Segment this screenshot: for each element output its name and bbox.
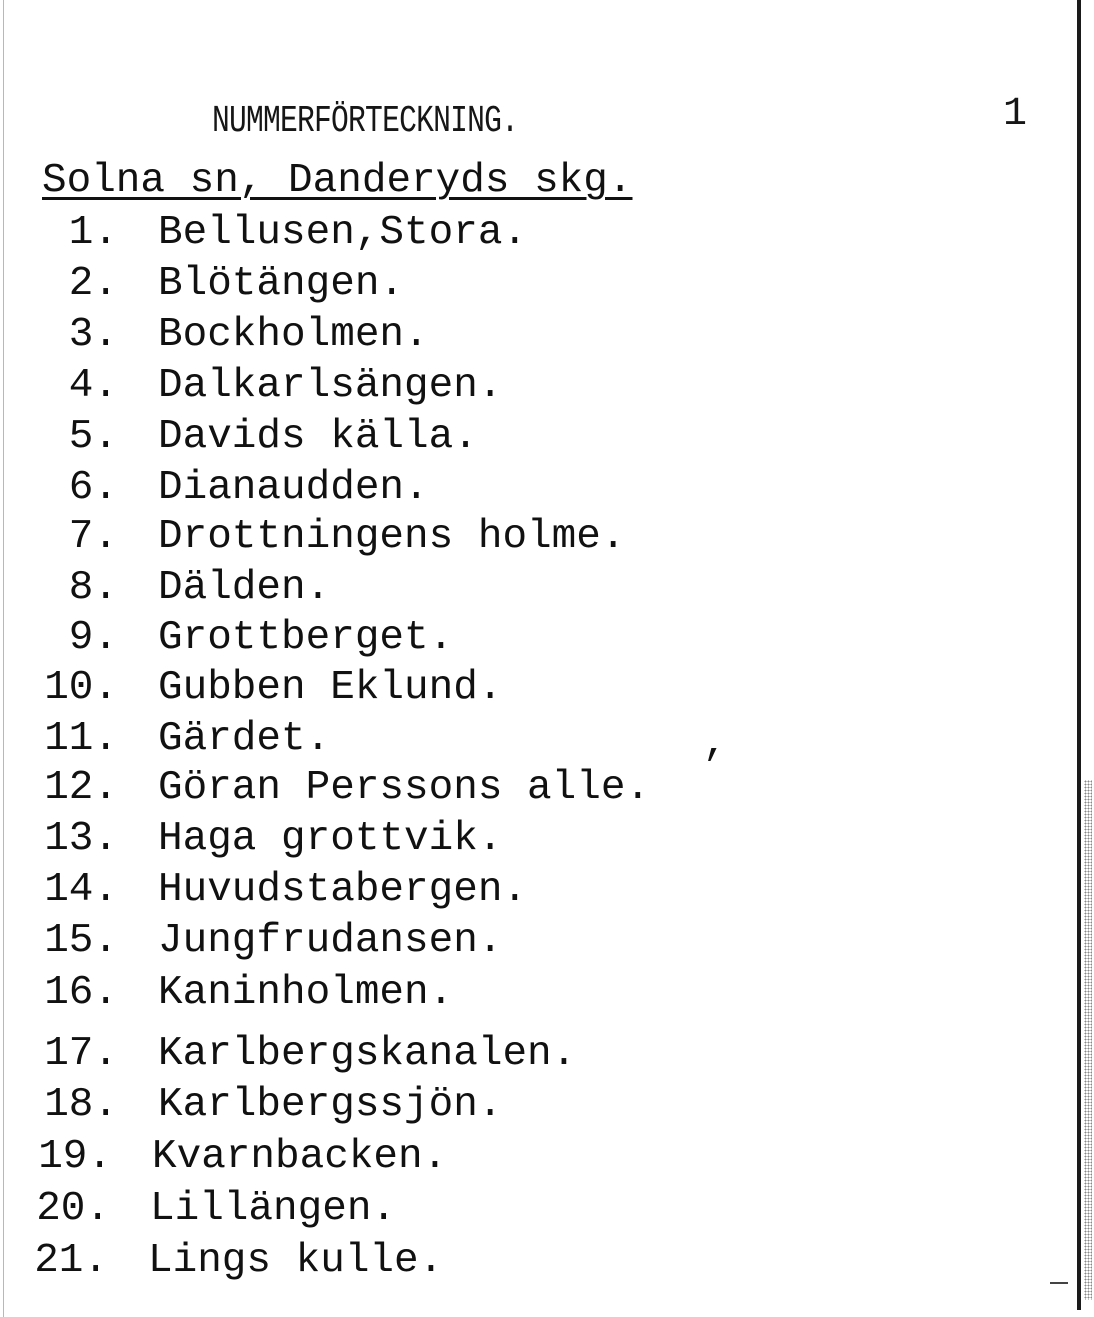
list-item — [0, 1134, 447, 1180]
list-item — [0, 363, 502, 409]
entry-number: 18. — [44, 1082, 118, 1128]
page-number: 1 — [1003, 92, 1028, 137]
list-item — [0, 514, 625, 560]
entry-number: 3. — [68, 312, 118, 358]
list-item — [0, 615, 453, 661]
list-item — [0, 665, 502, 711]
entry-name: Bellusen,Stora. — [158, 210, 528, 256]
entry-number: 12. — [44, 765, 118, 811]
entry-number: 20. — [36, 1186, 110, 1232]
entry-name: Dälden. — [158, 565, 331, 611]
card-right-edge — [1077, 0, 1081, 1310]
entry-name: Kaninholmen. — [158, 970, 454, 1016]
entry-number: 14. — [44, 867, 118, 913]
entry-number: 10. — [44, 665, 118, 711]
entry-number: 1. — [68, 210, 118, 256]
entry-name: Gubben Eklund. — [158, 665, 503, 711]
stray-comma-mark: , — [703, 722, 728, 767]
list-item — [0, 565, 330, 611]
document-heading: NUMMERFÖRTECKNING. — [212, 100, 519, 143]
card-edge-texture — [1084, 780, 1092, 1300]
list-item — [0, 716, 330, 762]
entry-name: Huvudstabergen. — [158, 867, 528, 913]
list-item — [0, 970, 453, 1016]
entry-name: Göran Perssons alle. — [158, 765, 651, 811]
entry-name: Bockholmen. — [158, 312, 429, 358]
entry-name: Blötängen. — [158, 261, 405, 307]
document-subheading: Solna sn, Danderyds skg. — [42, 158, 633, 204]
entry-name: Kvarnbacken. — [152, 1134, 448, 1180]
entry-name: Drottningens holme. — [158, 514, 626, 560]
list-item — [0, 414, 478, 460]
entry-name: Grottberget. — [158, 615, 454, 661]
entry-number: 13. — [44, 816, 118, 862]
entry-number: 7. — [68, 514, 118, 560]
entry-number: 17. — [44, 1031, 118, 1077]
entry-number: 19. — [38, 1134, 112, 1180]
list-item — [0, 816, 502, 862]
entry-number: 2. — [68, 261, 118, 307]
list-item — [0, 1186, 396, 1232]
entry-name: Haga grottvik. — [158, 816, 503, 862]
entry-number: 15. — [44, 918, 118, 964]
list-item — [0, 918, 502, 964]
entry-name: Lillängen. — [150, 1186, 397, 1232]
list-item — [0, 261, 404, 307]
entry-name: Gärdet. — [158, 716, 331, 762]
entry-number: 11. — [44, 716, 118, 762]
list-item — [0, 312, 429, 358]
entry-number: 9. — [68, 615, 118, 661]
entry-name: Lings kulle. — [148, 1238, 444, 1284]
list-item — [0, 1238, 443, 1284]
entry-number: 8. — [68, 565, 118, 611]
entry-number: 5. — [68, 414, 118, 460]
entry-name: Dalkarlsängen. — [158, 363, 503, 409]
entry-number: 4. — [68, 363, 118, 409]
list-item — [0, 765, 650, 811]
entry-number: 6. — [68, 465, 118, 511]
entry-name: Dianaudden. — [158, 465, 429, 511]
entry-name: Karlbergskanalen. — [158, 1031, 577, 1077]
list-item — [0, 465, 429, 511]
list-item — [0, 1031, 576, 1077]
list-item — [0, 1082, 502, 1128]
entry-number: 16. — [44, 970, 118, 1016]
entry-name: Davids källa. — [158, 414, 478, 460]
list-item — [0, 210, 527, 256]
entry-number: 21. — [34, 1238, 108, 1284]
entry-name: Jungfrudansen. — [158, 918, 503, 964]
list-item — [0, 867, 527, 913]
stray-dash-mark — [1050, 1282, 1068, 1284]
entry-name: Karlbergssjön. — [158, 1082, 503, 1128]
